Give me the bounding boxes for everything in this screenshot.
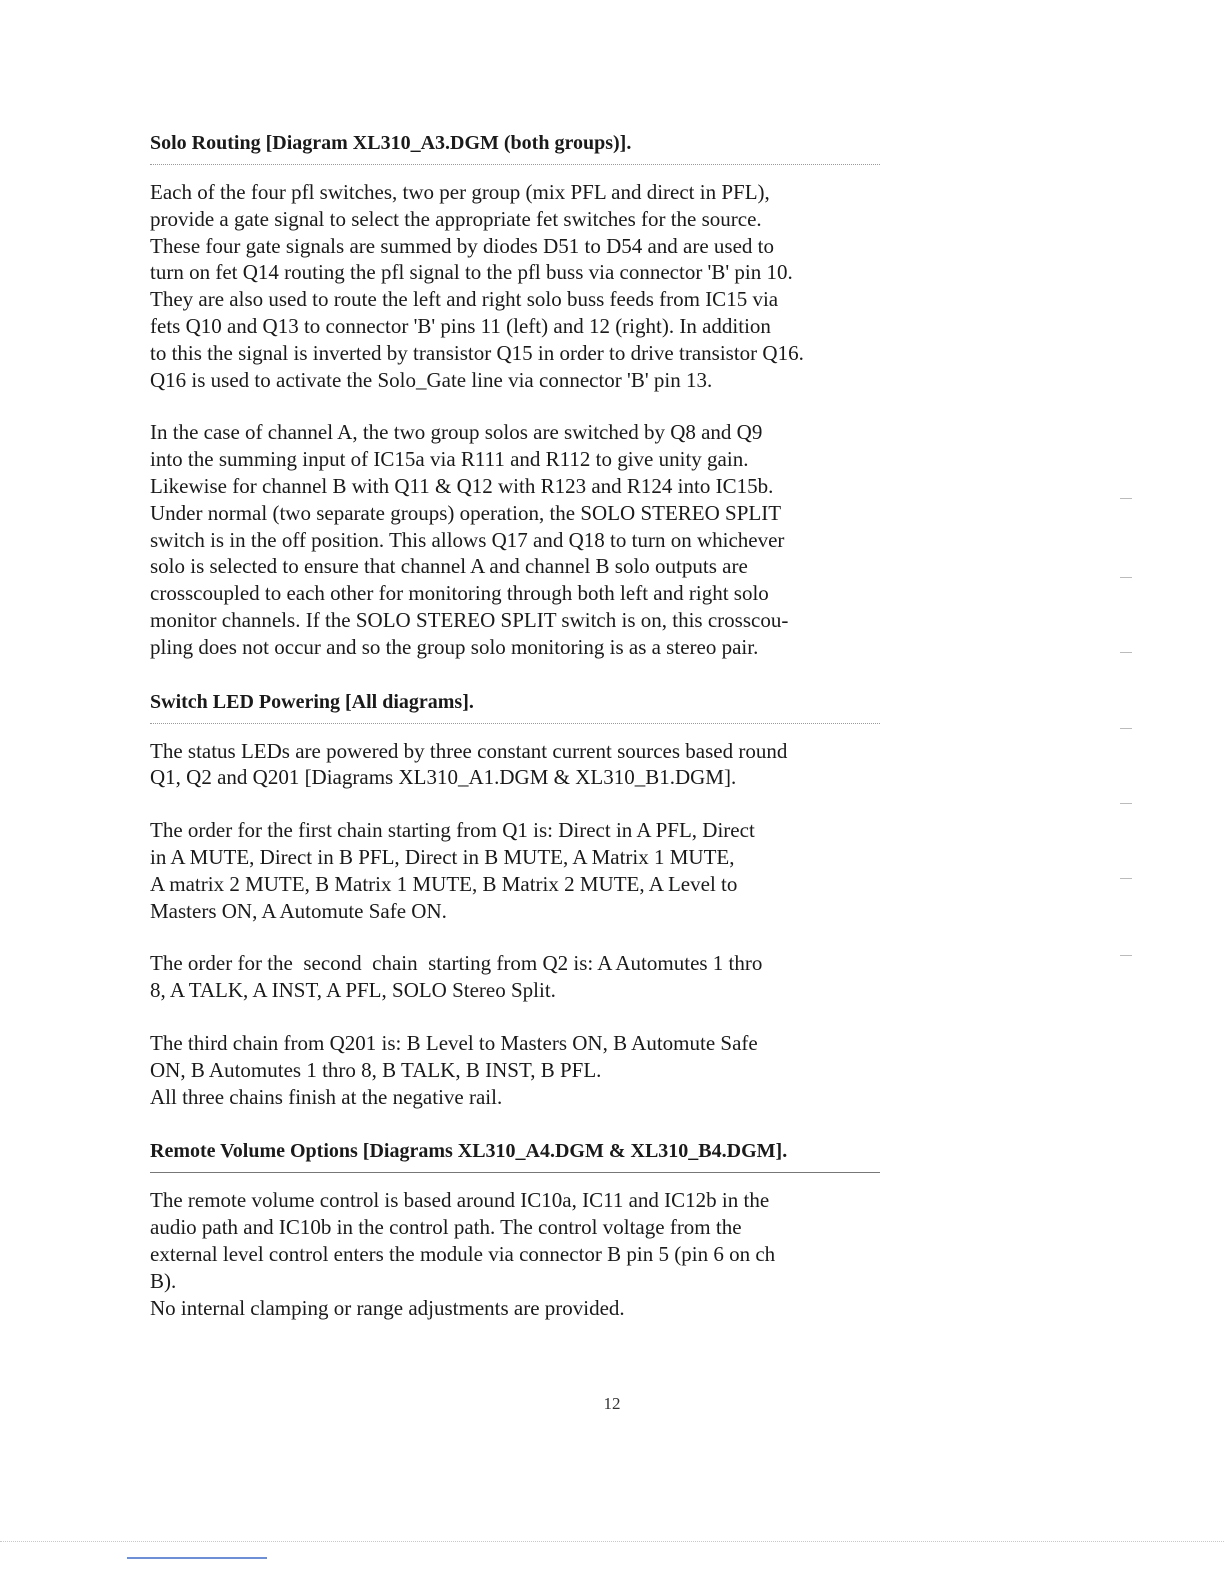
- paragraph: [150, 419, 898, 660]
- text-line: A matrix 2 MUTE, B Matrix 1 MUTE, B Matrix 2 MUTE, A Level to: [150, 871, 738, 896]
- section-solo-routing: [150, 128, 898, 661]
- scan-margin-mark: [1120, 803, 1132, 804]
- text-line: All three chains finish at the negative rail.: [150, 1084, 503, 1109]
- text-line: In the case of channel A, the two group solos are switched by Q8 and Q9: [150, 420, 763, 445]
- section-heading: Remote Volume Options [Diagrams XL310_A4.DGM & XL310_B4.DGM].: [150, 1140, 788, 1163]
- scan-margin-mark: [1120, 498, 1132, 499]
- text-line: switch is in the off position. This allows Q17 and Q18 to turn on whichever: [150, 527, 785, 552]
- scan-margin-mark: [1120, 652, 1132, 653]
- section-heading: Solo Routing [Diagram XL310_A3.DGM (both groups)].: [150, 132, 632, 154]
- text-line: The third chain from Q201 is: B Level to Masters ON, B Automute Safe: [150, 1030, 758, 1055]
- heading-rule: [150, 164, 880, 165]
- scan-margin-mark: [1120, 728, 1132, 729]
- section-switch-led-powering: [150, 687, 898, 1111]
- section-heading: Switch LED Powering [All diagrams].: [150, 690, 474, 713]
- heading-rule: [150, 723, 880, 724]
- text-line: Q16 is used to activate the Solo_Gate line via connector 'B' pin 13.: [150, 367, 713, 392]
- text-line: Q1, Q2 and Q201 [Diagrams XL310_A1.DGM & XL310_B1.DGM].: [150, 765, 737, 790]
- text-line: 8, A TALK, A INST, A PFL, SOLO Stereo Split.: [150, 978, 556, 1003]
- text-line: B).: [150, 1268, 177, 1293]
- text-line: to this the signal is inverted by transistor Q15 in order to drive transistor Q16.: [150, 340, 804, 365]
- page-number: 12: [603, 1394, 621, 1413]
- paragraph: [150, 179, 898, 393]
- scan-margin-mark: [1120, 955, 1132, 956]
- text-line: Likewise for channel B with Q11 & Q12 with R123 and R124 into IC15b.: [150, 473, 774, 498]
- text-line: external level control enters the module via connector B pin 5 (pin 6 on ch: [150, 1241, 776, 1266]
- text-line: ON, B Automutes 1 thro 8, B TALK, B INST, B PFL.: [150, 1057, 602, 1082]
- text-line: The order for the second chain starting from Q2 is: A Automutes 1 thro: [150, 951, 763, 976]
- paragraph: [150, 950, 898, 1004]
- text-line: provide a gate signal to select the appropriate fet switches for the source.: [150, 206, 762, 231]
- text-line: solo is selected to ensure that channel A and channel B solo outputs are: [150, 554, 748, 579]
- text-line: The order for the first chain starting from Q1 is: Direct in A PFL, Direct: [150, 818, 755, 843]
- document-page: [150, 128, 898, 1347]
- paragraph: [150, 1030, 898, 1110]
- text-line: Masters ON, A Automute Safe ON.: [150, 898, 447, 923]
- paragraph: [150, 1187, 898, 1321]
- section-remote-volume-options: [150, 1136, 898, 1321]
- text-line: crosscoupled to each other for monitoring through both left and right solo: [150, 581, 769, 606]
- text-line: monitor channels. If the SOLO STEREO SPLIT switch is on, this crosscou-: [150, 607, 789, 632]
- text-line: audio path and IC10b in the control path. The control voltage from the: [150, 1215, 742, 1240]
- heading-rule: [150, 1172, 880, 1173]
- text-line: They are also used to route the left and right solo buss feeds from IC15 via: [150, 287, 779, 312]
- text-line: into the summing input of IC15a via R111 and R112 to give unity gain.: [150, 447, 749, 472]
- footer-divider: [0, 1541, 1224, 1542]
- text-line: Under normal (two separate groups) operation, the SOLO STEREO SPLIT: [150, 500, 782, 525]
- text-line: turn on fet Q14 routing the pfl signal to the pfl buss via connector 'B' pin 10.: [150, 260, 793, 285]
- text-line: pling does not occur and so the group solo monitoring is as a stereo pair.: [150, 634, 759, 659]
- text-line: No internal clamping or range adjustments are provided.: [150, 1295, 625, 1320]
- scan-margin-mark: [1120, 577, 1132, 578]
- text-line: fets Q10 and Q13 to connector 'B' pins 11 (left) and 12 (right). In addition: [150, 313, 771, 338]
- text-line: The remote volume control is based around IC10a, IC11 and IC12b in the: [150, 1188, 770, 1213]
- paragraph: [150, 817, 898, 924]
- text-line: These four gate signals are summed by diodes D51 to D54 and are used to: [150, 233, 775, 258]
- scan-margin-mark: [1120, 878, 1132, 879]
- paragraph: [150, 738, 898, 792]
- text-line: in A MUTE, Direct in B PFL, Direct in B MUTE, A Matrix 1 MUTE,: [150, 844, 735, 869]
- text-line: The status LEDs are powered by three constant current sources based round: [150, 738, 788, 763]
- footer-link-bar: [127, 1557, 267, 1559]
- text-line: Each of the four pfl switches, two per group (mix PFL and direct in PFL),: [150, 180, 770, 204]
